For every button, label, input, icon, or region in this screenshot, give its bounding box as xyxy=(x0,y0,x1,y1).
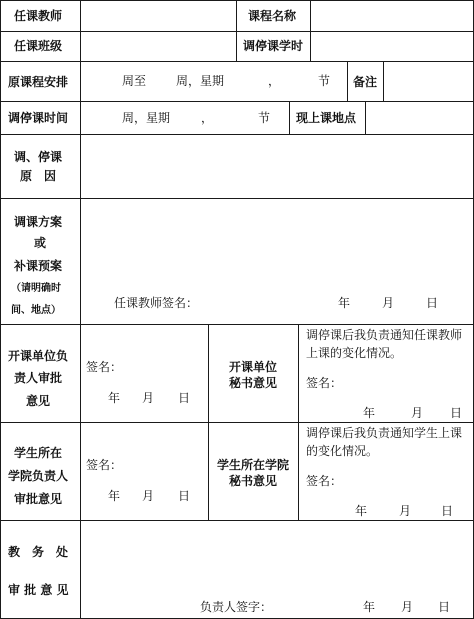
teacher-label: 任课教师 xyxy=(14,9,63,23)
h-line xyxy=(0,31,474,32)
v-line-left xyxy=(0,0,1,619)
plan-month-label: 月 xyxy=(382,296,395,310)
offering-secretary-day-label: 日 xyxy=(450,406,463,420)
h-line xyxy=(0,61,474,62)
student-secretary-label-line2: 秘书意见 xyxy=(229,474,278,488)
plan-label-line5: 间、地点） xyxy=(11,305,61,316)
h-line-top xyxy=(0,0,474,1)
offering-secretary-label-line2: 秘书意见 xyxy=(229,376,278,390)
h-line xyxy=(0,520,474,521)
schedule-comma: ， xyxy=(268,74,281,88)
plan-label-line2: 或 xyxy=(34,236,47,250)
class-label: 任课班级 xyxy=(14,39,63,53)
plan-label-line4: （请明确时 xyxy=(11,283,61,294)
schedule-period-label: 节 xyxy=(318,74,331,88)
offering-unit-signature-label: 签名： xyxy=(86,360,123,374)
student-college-label-line1: 学生所在 xyxy=(14,446,63,460)
v-line xyxy=(289,101,290,134)
academic-affairs-label-line1: 教 务 处 xyxy=(8,545,69,559)
time-weekday-label: 周，星期 xyxy=(122,111,171,125)
v-line xyxy=(383,61,384,101)
student-college-year-label: 年 xyxy=(108,489,121,503)
plan-label-line1: 调课方案 xyxy=(14,215,63,229)
teacher-signature-label: 任课教师签名： xyxy=(114,296,199,310)
offering-unit-label-line2: 责人审批 xyxy=(14,371,63,385)
student-secretary-day-label: 日 xyxy=(441,504,454,518)
student-secretary-notice: 调停课后我负责通知学生上课的变化情况。 xyxy=(306,426,463,458)
student-college-signature-label: 签名： xyxy=(86,458,123,472)
student-secretary-month-label: 月 xyxy=(399,504,412,518)
new-location-label: 现上课地点 xyxy=(296,111,357,125)
student-college-day-label: 日 xyxy=(178,489,191,503)
v-line-label-column xyxy=(80,0,81,619)
academic-affairs-signature-label: 负责人签字： xyxy=(200,600,273,614)
course-name-label: 课程名称 xyxy=(248,9,297,23)
v-line xyxy=(310,0,311,61)
time-period-label: 节 xyxy=(258,111,271,125)
v-line xyxy=(236,0,237,61)
h-line xyxy=(0,324,474,325)
student-college-label-line3: 审批意见 xyxy=(14,492,63,506)
h-line xyxy=(0,422,474,423)
student-college-month-label: 月 xyxy=(142,489,155,503)
original-schedule-label: 原课程安排 xyxy=(8,75,69,89)
v-line xyxy=(347,61,348,101)
plan-label-line3: 补课预案 xyxy=(14,259,63,273)
student-college-label-line2: 学院负责人 xyxy=(8,469,69,483)
student-secretary-label-line1: 学生所在学院 xyxy=(217,458,290,472)
remarks-label: 备注 xyxy=(353,75,378,89)
academic-affairs-day-label: 日 xyxy=(438,600,451,614)
offering-secretary-signature-label: 签名： xyxy=(306,376,343,390)
offering-secretary-year-label: 年 xyxy=(363,406,376,420)
plan-day-label: 日 xyxy=(426,296,439,310)
offering-secretary-notice: 调停课后我负责通知任课教师上课的变化情况。 xyxy=(306,328,463,360)
reason-label-line1: 调、停课 xyxy=(14,150,63,164)
student-secretary-signature-label: 签名： xyxy=(306,474,343,488)
schedule-weekday-label: 周，星期 xyxy=(176,74,225,88)
academic-affairs-month-label: 月 xyxy=(401,600,414,614)
offering-unit-year-label: 年 xyxy=(108,391,121,405)
v-line xyxy=(298,324,299,520)
schedule-week-label: 周至 xyxy=(122,74,147,88)
offering-unit-label-line1: 开课单位负 xyxy=(8,349,69,363)
offering-unit-day-label: 日 xyxy=(178,391,191,405)
student-secretary-year-label: 年 xyxy=(355,504,368,518)
h-line xyxy=(0,101,474,102)
offering-unit-month-label: 月 xyxy=(142,391,155,405)
adjust-hours-label: 调停课学时 xyxy=(243,39,304,53)
offering-unit-label-line3: 意见 xyxy=(26,394,51,408)
v-line xyxy=(365,101,366,134)
academic-affairs-year-label: 年 xyxy=(363,600,376,614)
h-line xyxy=(0,198,474,199)
offering-secretary-label-line1: 开课单位 xyxy=(229,360,278,374)
reason-label-line2: 原 因 xyxy=(20,169,57,183)
plan-year-label: 年 xyxy=(338,296,351,310)
time-comma: ， xyxy=(201,111,214,125)
offering-secretary-month-label: 月 xyxy=(411,406,424,420)
v-line xyxy=(208,324,209,520)
adjusted-time-label: 调停课时间 xyxy=(8,111,69,125)
academic-affairs-label-line2: 审 批 意 见 xyxy=(8,583,69,597)
h-line xyxy=(0,134,474,135)
